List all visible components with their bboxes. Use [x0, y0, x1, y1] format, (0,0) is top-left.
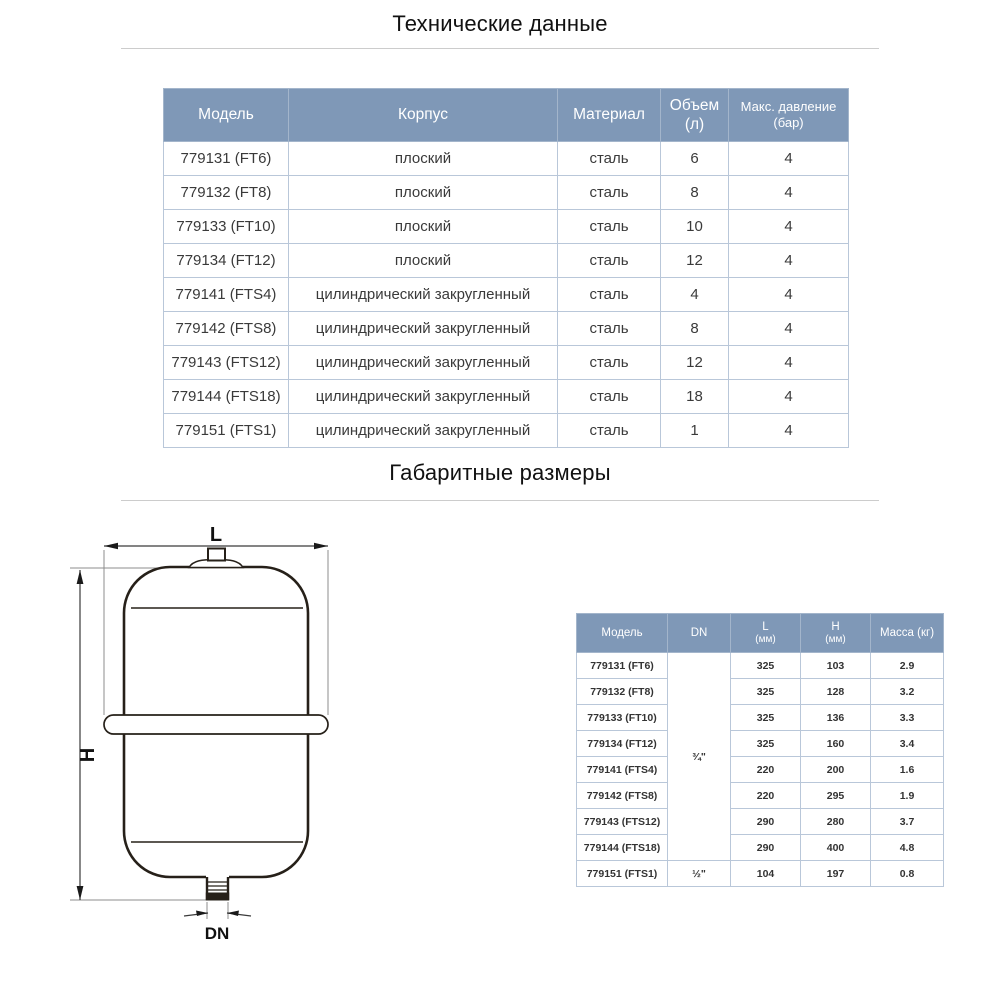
table-cell: сталь — [558, 312, 661, 346]
column-header-label: Модель — [601, 626, 643, 639]
table-cell: 12 — [661, 244, 729, 278]
table-row — [577, 783, 944, 809]
dn-dimension-label: DN — [204, 924, 230, 943]
table-cell: 4 — [729, 244, 849, 278]
table-row — [164, 312, 849, 346]
column-header-unit: (мм) — [825, 633, 846, 645]
table-cell: 8 — [661, 312, 729, 346]
column-header-max-pressure — [729, 89, 849, 142]
table-cell: 136 — [801, 705, 871, 731]
table-cell: 779134 (FT12) — [164, 244, 289, 278]
table-cell: 128 — [801, 679, 871, 705]
table-row — [577, 861, 944, 887]
table-cell: 4 — [729, 278, 849, 312]
table-cell: 779144 (FTS18) — [164, 380, 289, 414]
table-cell: цилиндрический закругленный — [289, 380, 558, 414]
table-cell: 779143 (FTS12) — [164, 346, 289, 380]
table-cell: 2.9 — [871, 653, 944, 679]
table-cell: сталь — [558, 142, 661, 176]
column-header-label: Материал — [573, 106, 645, 124]
table-cell: 104 — [731, 861, 801, 887]
table-cell: 779131 (FT6) — [164, 142, 289, 176]
table-header-row — [577, 614, 944, 653]
table-cell: 4 — [729, 414, 849, 448]
table-row — [164, 176, 849, 210]
table-row — [577, 809, 944, 835]
table-cell: 325 — [731, 731, 801, 757]
table-cell: 4 — [729, 346, 849, 380]
column-header-unit: (л) — [684, 116, 705, 133]
column-header-label: Модель — [198, 106, 254, 124]
table-cell: 1 — [661, 414, 729, 448]
table-cell: сталь — [558, 176, 661, 210]
table-cell: 3.2 — [871, 679, 944, 705]
table-row — [577, 835, 944, 861]
table-cell: сталь — [558, 278, 661, 312]
bottom-connection — [206, 874, 229, 901]
table-cell: плоский — [289, 142, 558, 176]
column-header-body — [289, 89, 558, 142]
table-cell: 325 — [731, 679, 801, 705]
column-header-label: DN — [690, 626, 708, 639]
table-cell: 4 — [729, 312, 849, 346]
table-cell: 779134 (FT12) — [577, 731, 668, 757]
table-cell: сталь — [558, 414, 661, 448]
section-divider — [121, 48, 879, 49]
table-cell: 290 — [731, 809, 801, 835]
table-cell: плоский — [289, 244, 558, 278]
table-cell: цилиндрический закругленный — [289, 312, 558, 346]
dimensions-table — [576, 613, 944, 887]
column-header-material — [558, 89, 661, 142]
table-cell: 325 — [731, 705, 801, 731]
table-row — [577, 653, 944, 679]
column-header-model — [577, 614, 668, 653]
table-cell: 1.6 — [871, 757, 944, 783]
table-cell: 3.4 — [871, 731, 944, 757]
table-cell: 8 — [661, 176, 729, 210]
table-row — [164, 244, 849, 278]
table-cell: 290 — [731, 835, 801, 861]
table-cell: 779131 (FT6) — [577, 653, 668, 679]
table-cell: 18 — [661, 380, 729, 414]
table-cell: 4 — [729, 142, 849, 176]
column-header-height — [801, 614, 871, 653]
technical-data-table — [163, 88, 849, 448]
l-dimension-label: L — [209, 524, 223, 546]
table-cell: ½" — [668, 861, 731, 887]
page-title-dimensions: Габаритные размеры — [389, 460, 611, 485]
tank-dimension-diagram — [58, 515, 378, 975]
table-cell: 160 — [801, 731, 871, 757]
table-cell: 4 — [729, 210, 849, 244]
air-valve-cap — [208, 549, 225, 561]
column-header-label: L — [762, 620, 769, 633]
table-cell: цилиндрический закругленный — [289, 414, 558, 448]
column-header-label: Объем — [669, 96, 720, 114]
table-row — [577, 705, 944, 731]
table-cell: 779151 (FTS1) — [577, 861, 668, 887]
table-cell: 779144 (FTS18) — [577, 835, 668, 861]
column-header-model — [164, 89, 289, 142]
table-cell: сталь — [558, 380, 661, 414]
table-header-row — [164, 89, 849, 142]
table-cell: 103 — [801, 653, 871, 679]
table-cell: 200 — [801, 757, 871, 783]
h-dimension-label: H — [77, 747, 99, 763]
column-header-label: H — [831, 620, 840, 633]
page-title-technical-data: Технические данные — [392, 11, 608, 36]
table-cell: 295 — [801, 783, 871, 809]
table-cell: 779133 (FT10) — [577, 705, 668, 731]
table-cell: плоский — [289, 176, 558, 210]
table-cell: 0.8 — [871, 861, 944, 887]
table-cell: 280 — [801, 809, 871, 835]
table-row — [164, 210, 849, 244]
column-header-mass — [871, 614, 944, 653]
table-cell: 779142 (FTS8) — [577, 783, 668, 809]
table-row — [577, 679, 944, 705]
column-header-dn — [668, 614, 731, 653]
table-cell: 4 — [661, 278, 729, 312]
table-cell: 3.3 — [871, 705, 944, 731]
table-row — [577, 757, 944, 783]
table-cell: 779133 (FT10) — [164, 210, 289, 244]
table-cell: 400 — [801, 835, 871, 861]
table-cell: 779143 (FTS12) — [577, 809, 668, 835]
table-cell: 10 — [661, 210, 729, 244]
table-cell: 779132 (FT8) — [577, 679, 668, 705]
column-header-unit: (мм) — [755, 633, 776, 645]
table-cell: сталь — [558, 346, 661, 380]
table-row — [164, 414, 849, 448]
table-row — [164, 380, 849, 414]
table-cell: цилиндрический закругленный — [289, 278, 558, 312]
table-cell: 779132 (FT8) — [164, 176, 289, 210]
table-cell: сталь — [558, 244, 661, 278]
table-cell: цилиндрический закругленный — [289, 346, 558, 380]
column-header-volume — [661, 89, 729, 142]
table-cell: 325 — [731, 653, 801, 679]
column-header-length — [731, 614, 801, 653]
column-header-label: Масса (кг) — [879, 626, 935, 639]
table-cell: 1.9 — [871, 783, 944, 809]
table-cell: 3.7 — [871, 809, 944, 835]
table-cell: ¾" — [668, 653, 731, 861]
column-header-unit: (бар) — [773, 115, 804, 130]
table-row — [164, 346, 849, 380]
table-row — [577, 731, 944, 757]
column-header-label: Макс. давление — [740, 98, 837, 114]
table-cell: 779142 (FTS8) — [164, 312, 289, 346]
section-divider — [121, 500, 879, 501]
table-cell: 779141 (FTS4) — [164, 278, 289, 312]
table-cell: сталь — [558, 210, 661, 244]
table-row — [164, 142, 849, 176]
table-cell: плоский — [289, 210, 558, 244]
table-cell: 779141 (FTS4) — [577, 757, 668, 783]
table-cell: 779151 (FTS1) — [164, 414, 289, 448]
table-cell: 12 — [661, 346, 729, 380]
table-cell: 220 — [731, 757, 801, 783]
table-cell: 197 — [801, 861, 871, 887]
tank-belt — [104, 715, 328, 734]
table-cell: 4 — [729, 176, 849, 210]
table-row — [164, 278, 849, 312]
table-cell: 220 — [731, 783, 801, 809]
table-cell: 4.8 — [871, 835, 944, 861]
column-header-label: Корпус — [398, 106, 448, 124]
table-cell: 6 — [661, 142, 729, 176]
table-cell: 4 — [729, 380, 849, 414]
